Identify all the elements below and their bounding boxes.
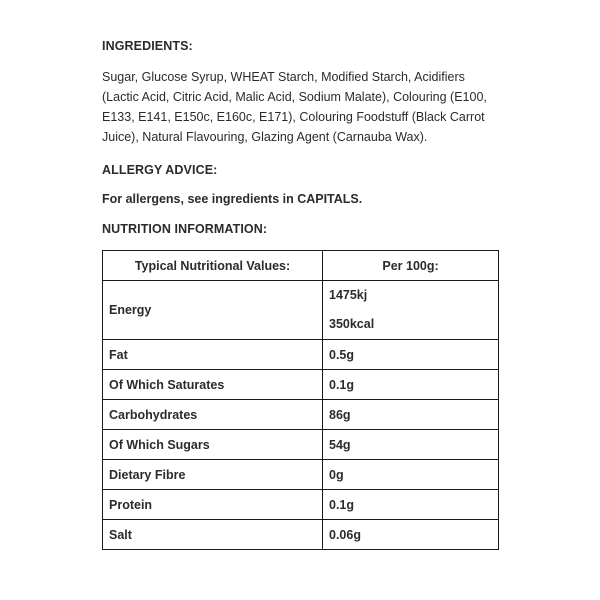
row-label: Carbohydrates <box>103 400 323 430</box>
product-info-page <box>102 36 500 550</box>
row-label: Dietary Fibre <box>103 460 323 490</box>
table-row-energy <box>103 281 499 340</box>
table-row <box>103 340 499 370</box>
row-label: Of Which Sugars <box>103 430 323 460</box>
energy-kcal-value: 350kcal <box>329 317 375 331</box>
column-header-values: Typical Nutritional Values: <box>103 251 323 281</box>
energy-kj-value: 1475kj <box>329 288 368 302</box>
row-label: Protein <box>103 490 323 520</box>
row-label: Fat <box>103 340 323 370</box>
row-value: 0.06g <box>323 520 499 550</box>
column-header-per-100g: Per 100g: <box>323 251 499 281</box>
row-label: Of Which Saturates <box>103 370 323 400</box>
row-label: Salt <box>103 520 323 550</box>
energy-value-cell <box>323 281 499 340</box>
table-row <box>103 460 499 490</box>
allergy-heading: ALLERGY ADVICE: <box>102 163 218 177</box>
nutrition-heading: NUTRITION INFORMATION: <box>102 222 268 236</box>
energy-label: Energy <box>103 281 323 340</box>
table-row <box>103 430 499 460</box>
row-value: 0g <box>323 460 499 490</box>
nutrition-table <box>102 250 499 550</box>
row-value: 0.5g <box>323 340 499 370</box>
table-row <box>103 520 499 550</box>
allergy-advice-text: For allergens, see ingredients in CAPITALS. <box>102 192 363 206</box>
table-row <box>103 490 499 520</box>
nutrition-header-row <box>103 251 499 281</box>
table-row <box>103 400 499 430</box>
ingredients-text: Sugar, Glucose Syrup, WHEAT Starch, Modified Starch, Acidifiers (Lactic Acid, Citric Acid, Malic Acid, Sodium Malate), Colouring (E100, E133, E141, E150c, E160c, E171), Colouring Foodstuff (Black Carrot Juice), Natural Flavouring, Glazing Agent (Carnauba Wax). <box>102 70 487 144</box>
row-value: 54g <box>323 430 499 460</box>
table-row <box>103 370 499 400</box>
row-value: 0.1g <box>323 490 499 520</box>
ingredients-heading: INGREDIENTS: <box>102 39 193 53</box>
row-value: 86g <box>323 400 499 430</box>
row-value: 0.1g <box>323 370 499 400</box>
